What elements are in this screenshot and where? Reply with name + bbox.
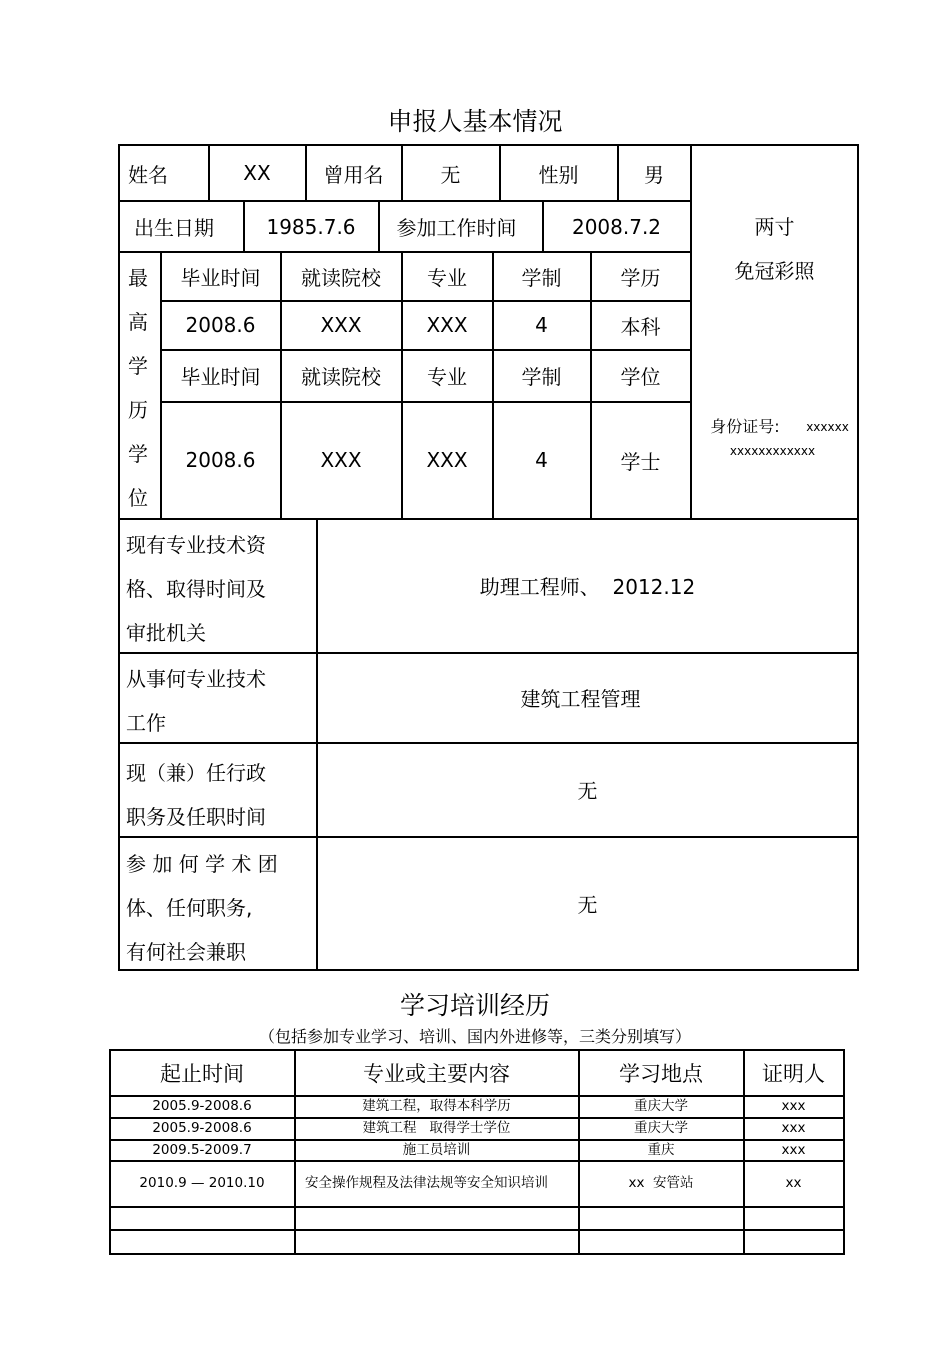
training-cell: xxx [781, 1098, 806, 1114]
photo-line1: 两寸 [754, 214, 795, 239]
deg-header-cell: 专业 [427, 365, 467, 389]
training-cell: 2005.9-2008.6 [152, 1098, 252, 1114]
deg-header-cell: 就读院校 [301, 365, 381, 389]
admin-value: 无 [577, 779, 598, 803]
edu-cell: XXX [320, 313, 362, 337]
training-header-cell: 证明人 [762, 1061, 825, 1086]
deg-cell: XXX [320, 448, 362, 472]
deg-cell: 学士 [620, 449, 661, 474]
edu-header-cell: 学制 [521, 265, 562, 290]
training-cell: xx [785, 1175, 802, 1191]
training-title: 学习培训经历 [399, 991, 550, 1020]
qualification-label: 现有专业技术资 格、取得时间及 审批机关 [126, 533, 266, 645]
gender-label: 性别 [538, 162, 579, 187]
edu-header-cell: 毕业时间 [180, 265, 261, 290]
id-label: 身份证号: [710, 416, 780, 436]
deg-cell: 4 [535, 448, 548, 472]
birth-label: 出生日期 [134, 216, 214, 240]
training-header-cell: 起止时间 [160, 1061, 244, 1086]
field-value: 建筑工程管理 [520, 687, 641, 711]
training-cell: 重庆大学 [634, 1120, 688, 1136]
training-subtitle: （包括参加专业学习、培训、国内外进修等，三类分别填写） [258, 1027, 691, 1046]
training-cell: 重庆大学 [634, 1098, 688, 1114]
gender-value: 男 [644, 162, 664, 187]
training-header-cell: 专业或主要内容 [363, 1061, 510, 1086]
edu-cell: 2008.6 [185, 313, 256, 337]
work-date-value: 2008.7.2 [571, 214, 662, 239]
training-cell: 2009.5-2009.7 [152, 1141, 252, 1158]
id-part1: xxxxxx [806, 419, 849, 434]
edu-cell: 本科 [620, 314, 661, 339]
deg-header-cell: 学位 [620, 365, 661, 389]
deg-cell: 2008.6 [185, 448, 256, 472]
edu-header-cell: 专业 [427, 265, 467, 290]
photo-line2: 免冠彩照 [734, 258, 815, 283]
association-label: 参 加 何 学 术 团 体、任何职务, 有何社会兼职 [126, 852, 278, 964]
edu-header-cell: 就读院校 [301, 265, 381, 290]
basic-info-title: 申报人基本情况 [387, 107, 563, 136]
work-date-label: 参加工作时间 [396, 216, 517, 240]
training-cell: xx 安管站 [628, 1175, 694, 1191]
deg-header-cell: 学制 [521, 365, 562, 389]
training-cell: 重庆 [647, 1141, 675, 1158]
admin-label: 现（兼）任行政 职务及任职时间 [126, 761, 266, 829]
highest-edu-label: 最 高 学 历 学 位 [128, 266, 148, 510]
former-name-label: 曾用名 [323, 162, 384, 187]
training-cell: 施工员培训 [402, 1141, 471, 1158]
training-cell: 2010.9 — 2010.10 [139, 1175, 265, 1191]
deg-header-cell: 毕业时间 [180, 365, 261, 389]
field-label: 从事何专业技术 工作 [126, 667, 266, 735]
edu-cell: XXX [426, 313, 468, 337]
training-cell: 2005.9-2008.6 [152, 1120, 252, 1136]
former-name-value: 无 [440, 162, 461, 187]
qualification-value: 助理工程师、 2012.12 [479, 575, 696, 599]
training-cell: xxx [781, 1120, 806, 1136]
training-cell: 建筑工程，取得本科学历 [362, 1098, 511, 1114]
training-cell: xxx [781, 1141, 806, 1158]
id-part2: xxxxxxxxxxxx [729, 443, 816, 458]
name-value: XX [243, 161, 271, 185]
name-label: 姓名 [128, 162, 168, 187]
birth-value: 1985.7.6 [266, 214, 356, 239]
deg-cell: XXX [426, 448, 468, 472]
edu-header-cell: 学历 [620, 265, 661, 290]
association-value: 无 [577, 892, 598, 917]
training-header-cell: 学习地点 [619, 1061, 703, 1086]
edu-cell: 4 [535, 313, 548, 337]
training-cell: 安全操作规程及法律法规等安全知识培训 [305, 1175, 548, 1191]
training-cell: 建筑工程 取得学士学位 [362, 1120, 511, 1136]
